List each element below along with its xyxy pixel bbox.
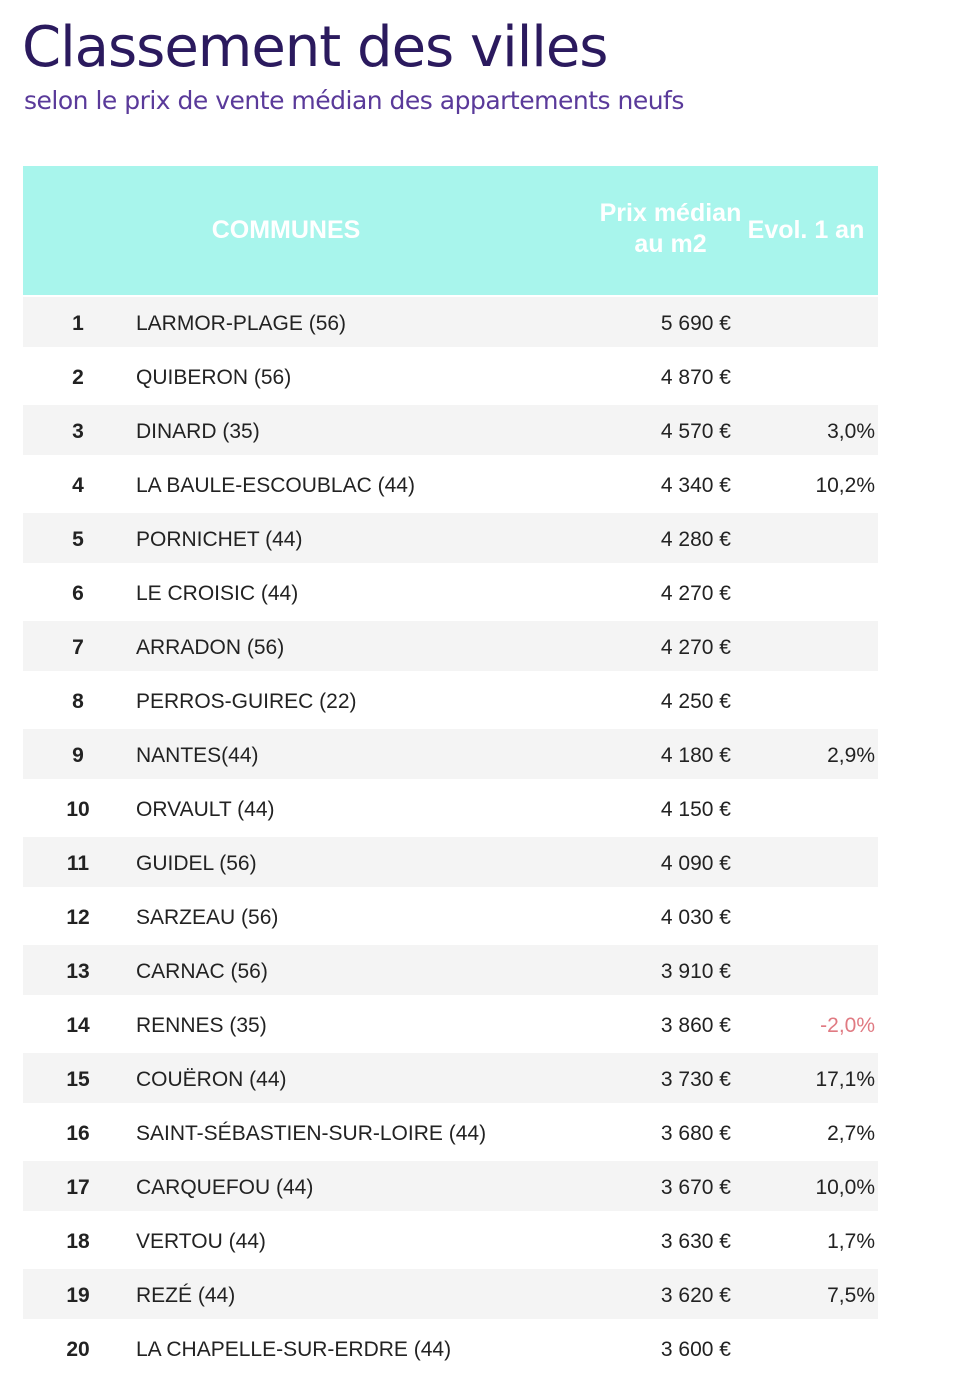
price-cell: 4 870 € bbox=[660, 366, 731, 389]
rank-cell: 17 bbox=[66, 1176, 90, 1199]
price-cell: 4 250 € bbox=[660, 690, 731, 713]
table-row bbox=[23, 1105, 878, 1159]
ranking-table bbox=[23, 166, 878, 1375]
rank-cell: 11 bbox=[66, 852, 90, 875]
price-cell: 4 090 € bbox=[660, 852, 731, 875]
rank-cell: 5 bbox=[72, 528, 84, 551]
rank-cell: 9 bbox=[72, 744, 84, 767]
commune-cell: DINARD (35) bbox=[136, 420, 260, 443]
evolution-cell: 10,2% bbox=[815, 474, 875, 497]
rank-cell: 2 bbox=[72, 366, 84, 389]
column-header-prix-line1: Prix médian bbox=[599, 199, 742, 227]
evolution-cell: 1,7% bbox=[827, 1230, 875, 1253]
evolution-cell: 2,9% bbox=[827, 744, 875, 767]
rank-cell: 16 bbox=[66, 1122, 90, 1145]
price-cell: 3 600 € bbox=[660, 1338, 731, 1361]
price-cell: 4 180 € bbox=[660, 744, 731, 767]
price-cell: 4 340 € bbox=[660, 474, 731, 497]
rank-cell: 6 bbox=[72, 582, 84, 605]
commune-cell: GUIDEL (56) bbox=[136, 852, 257, 875]
table-row bbox=[23, 1213, 878, 1267]
evolution-cell bbox=[723, 295, 875, 349]
commune-cell: ORVAULT (44) bbox=[136, 798, 275, 821]
table-row bbox=[23, 619, 878, 673]
rank-cell: 13 bbox=[66, 960, 90, 983]
evolution-cell bbox=[723, 1321, 875, 1375]
evolution-cell: 10,0% bbox=[815, 1176, 875, 1199]
price-cell: 3 860 € bbox=[660, 1014, 731, 1037]
evolution-cell bbox=[723, 781, 875, 835]
table-row bbox=[23, 1321, 878, 1375]
commune-cell: REZÉ (44) bbox=[136, 1284, 236, 1307]
evolution-cell: 3,0% bbox=[827, 420, 875, 443]
evolution-cell bbox=[723, 943, 875, 997]
rank-cell: 19 bbox=[66, 1284, 90, 1307]
price-cell: 3 680 € bbox=[660, 1122, 731, 1145]
column-header-prix-line2: au m2 bbox=[634, 230, 707, 258]
evolution-cell: 7,5% bbox=[827, 1284, 875, 1307]
table-row bbox=[23, 727, 878, 781]
commune-cell: LA CHAPELLE-SUR-ERDRE (44) bbox=[136, 1338, 452, 1361]
commune-cell: LE CROISIC (44) bbox=[136, 582, 299, 605]
table-row bbox=[23, 673, 878, 727]
table-row bbox=[23, 403, 878, 457]
commune-cell: SARZEAU (56) bbox=[136, 906, 279, 929]
price-cell: 4 280 € bbox=[660, 528, 731, 551]
table-row bbox=[23, 349, 878, 403]
rank-cell: 20 bbox=[66, 1338, 90, 1361]
commune-cell: LARMOR-PLAGE (56) bbox=[136, 312, 347, 335]
evolution-cell bbox=[723, 511, 875, 565]
price-cell: 3 620 € bbox=[660, 1284, 731, 1307]
table-header bbox=[23, 166, 878, 295]
commune-cell: LA BAULE-ESCOUBLAC (44) bbox=[136, 474, 415, 497]
commune-cell: PORNICHET (44) bbox=[136, 528, 303, 551]
commune-cell: SAINT-SÉBASTIEN-SUR-LOIRE (44) bbox=[136, 1122, 487, 1145]
column-header-communes: COMMUNES bbox=[211, 216, 361, 244]
evolution-cell bbox=[723, 619, 875, 673]
price-cell: 4 570 € bbox=[660, 420, 731, 443]
commune-cell: ARRADON (56) bbox=[136, 636, 285, 659]
table-row bbox=[23, 1267, 878, 1321]
rank-cell: 7 bbox=[72, 636, 84, 659]
table-row bbox=[23, 1159, 878, 1213]
column-header-evol: Evol. 1 an bbox=[747, 216, 865, 244]
price-cell: 3 730 € bbox=[660, 1068, 731, 1091]
page-title: Classement des villes bbox=[22, 15, 608, 80]
price-cell: 4 150 € bbox=[660, 798, 731, 821]
price-cell: 3 670 € bbox=[660, 1176, 731, 1199]
price-cell: 5 690 € bbox=[660, 312, 731, 335]
evolution-cell: 2,7% bbox=[827, 1122, 875, 1145]
rank-cell: 1 bbox=[72, 312, 84, 335]
commune-cell: COUËRON (44) bbox=[136, 1068, 287, 1091]
commune-cell: NANTES(44) bbox=[136, 744, 259, 767]
table-row bbox=[23, 889, 878, 943]
price-cell: 4 030 € bbox=[660, 906, 731, 929]
table-row bbox=[23, 997, 878, 1051]
evolution-cell bbox=[723, 349, 875, 403]
evolution-cell bbox=[723, 673, 875, 727]
rank-cell: 18 bbox=[66, 1230, 90, 1253]
rank-cell: 4 bbox=[72, 474, 84, 497]
price-cell: 3 910 € bbox=[660, 960, 731, 983]
commune-cell: PERROS-GUIREC (22) bbox=[136, 690, 357, 713]
price-cell: 4 270 € bbox=[660, 582, 731, 605]
price-cell: 3 630 € bbox=[660, 1230, 731, 1253]
evolution-cell bbox=[723, 835, 875, 889]
evolution-cell bbox=[723, 889, 875, 943]
table-row bbox=[23, 295, 878, 349]
rank-cell: 15 bbox=[66, 1068, 90, 1091]
table-row bbox=[23, 943, 878, 997]
evolution-cell bbox=[723, 565, 875, 619]
page-subtitle: selon le prix de vente médian des appartements neufs bbox=[24, 86, 684, 115]
commune-cell: RENNES (35) bbox=[136, 1014, 267, 1037]
rank-cell: 12 bbox=[66, 906, 90, 929]
price-cell: 4 270 € bbox=[660, 636, 731, 659]
table-body bbox=[23, 295, 878, 1375]
rank-cell: 10 bbox=[66, 798, 90, 821]
commune-cell: CARQUEFOU (44) bbox=[136, 1176, 314, 1199]
commune-cell: QUIBERON (56) bbox=[136, 366, 292, 389]
table-row bbox=[23, 781, 878, 835]
table-row bbox=[23, 457, 878, 511]
rank-cell: 14 bbox=[66, 1014, 90, 1037]
commune-cell: VERTOU (44) bbox=[136, 1230, 266, 1253]
table-row bbox=[23, 511, 878, 565]
table-row bbox=[23, 835, 878, 889]
commune-cell: CARNAC (56) bbox=[136, 960, 268, 983]
evolution-cell: -2,0% bbox=[820, 1014, 875, 1037]
rank-cell: 8 bbox=[72, 690, 84, 713]
table-row bbox=[23, 565, 878, 619]
rank-cell: 3 bbox=[72, 420, 84, 443]
table-row bbox=[23, 1051, 878, 1105]
evolution-cell: 17,1% bbox=[815, 1068, 875, 1091]
